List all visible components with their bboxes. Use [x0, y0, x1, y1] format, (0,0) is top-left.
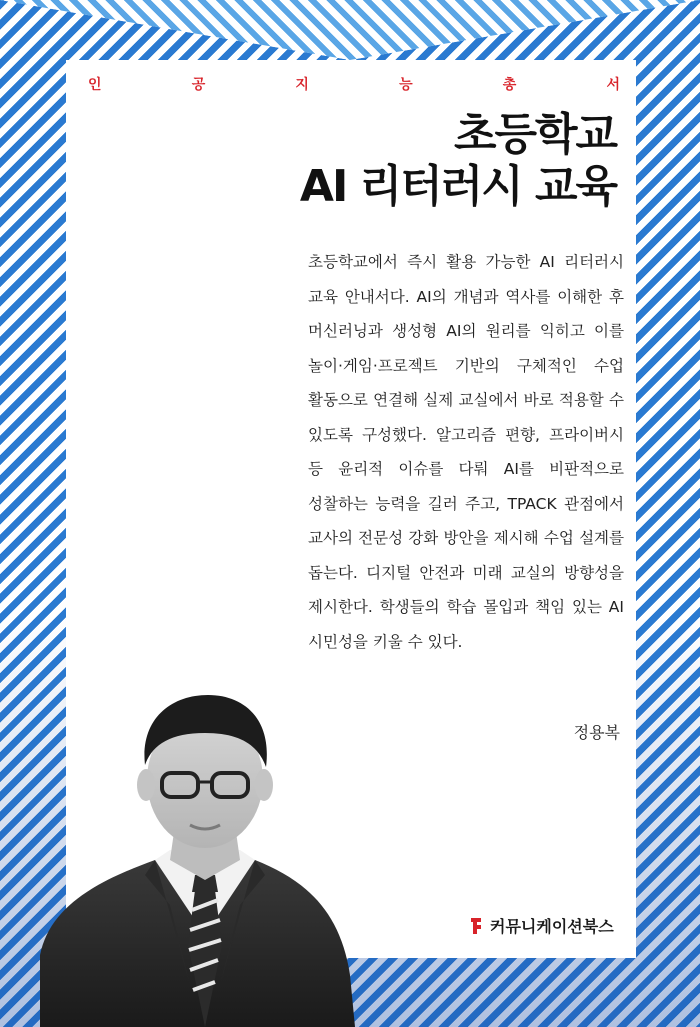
author-name: 정용복 [573, 723, 620, 742]
publisher-logo-icon [470, 916, 484, 936]
book-title [300, 110, 616, 214]
publisher [470, 914, 614, 937]
series-char: 서 [606, 77, 620, 93]
series-char: 총 [502, 77, 517, 93]
series-char: 공 [191, 77, 206, 93]
series-label [88, 74, 620, 94]
book-description: 초등학교에서 즉시 활용 가능한 AI 리터러시 교육 안내서다. AI의 개념과 역사를 이해한 후 머신러닝과 생성형 AI의 원리를 익히고 이를 놀이·게임·프로젝트 기반의 구체적인 수업 활동으로 연결해 실제 교실에서 바로 적용할 수 있도록 구성했다. 알고리즘 편향, 프라이버시 등 윤리적 이슈를 다뤄 AI를 비판적으로 성찰하는 능력을 길러 주고, TPACK 관점에서 교사의 전문성 강화 방안을 제시해 수업 설계를 돕는다. 디지털 안전과 미래 교실의 방향성을 제시한다. 학생들의 학습 몰입과 책임 있는 AI 시민성을 키울 수 있다. [308, 253, 624, 651]
publisher-name: 커뮤니케이션북스 [490, 917, 614, 936]
title-line-1: 초등학교 [453, 109, 616, 160]
series-char: 인 [88, 77, 102, 93]
author-portrait [40, 685, 370, 1027]
title-line-2: AI 리터러시 교육 [299, 161, 616, 212]
series-char: 지 [295, 77, 309, 93]
series-char: 능 [399, 77, 413, 93]
